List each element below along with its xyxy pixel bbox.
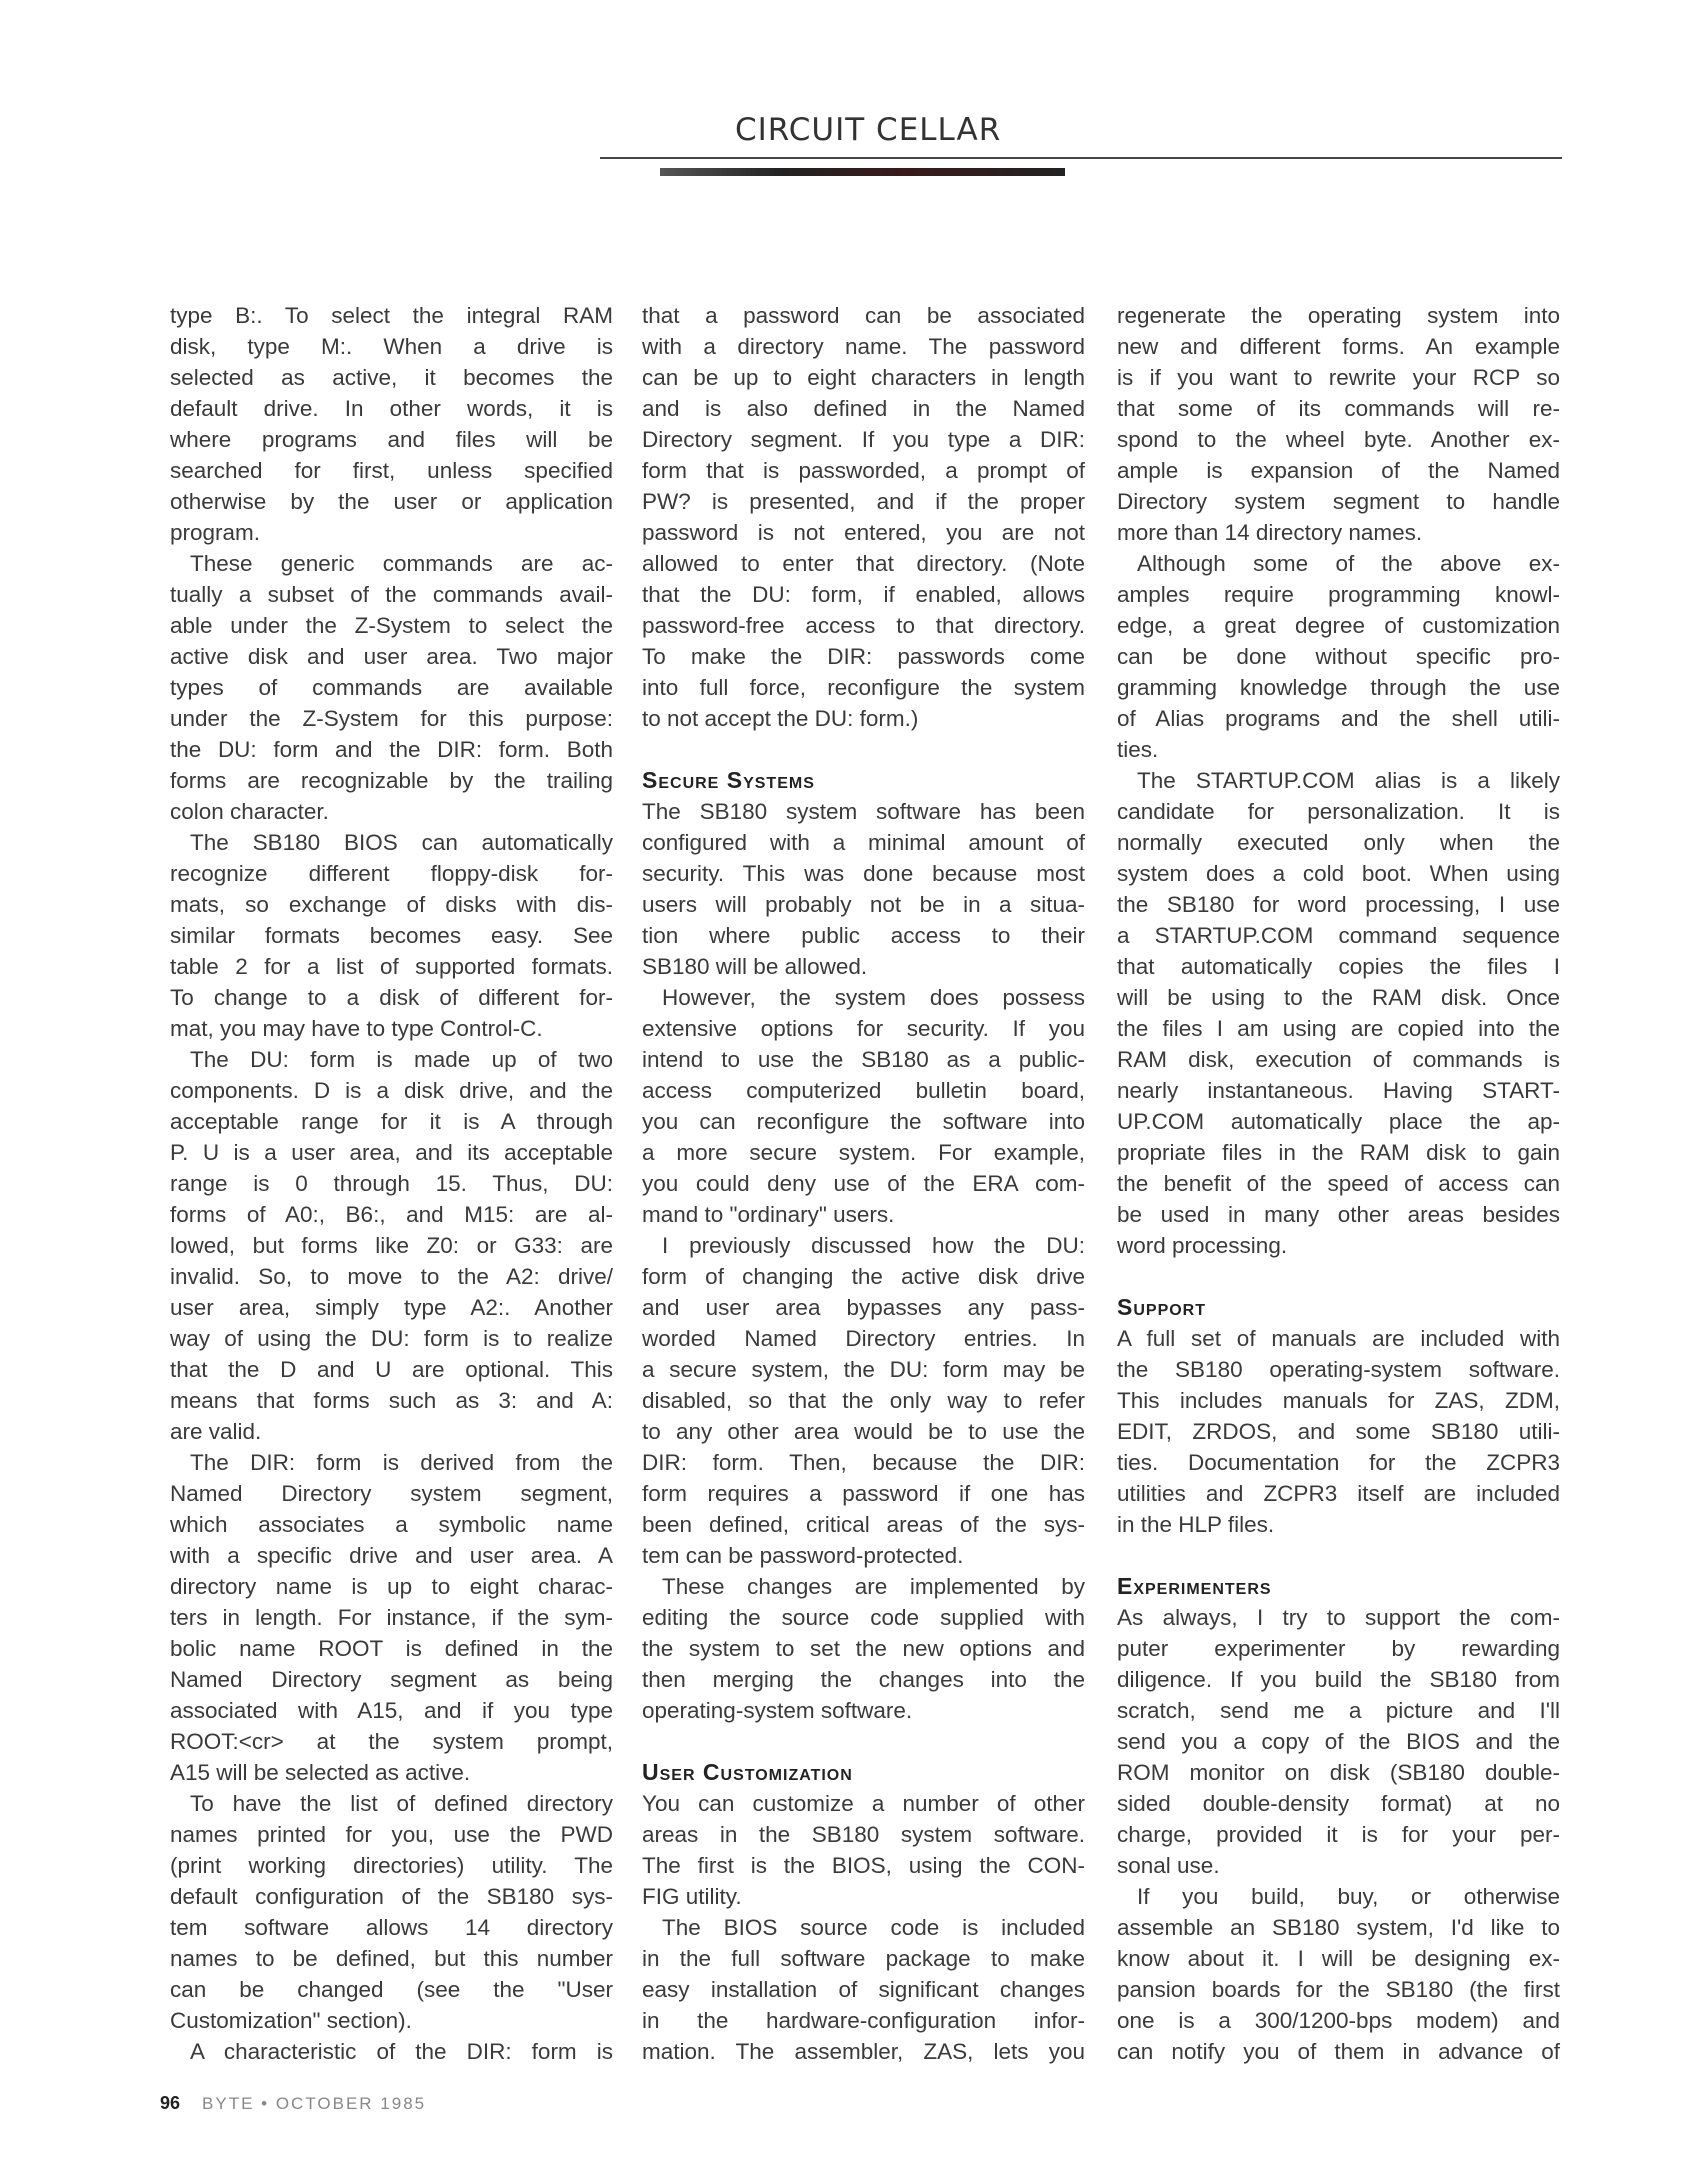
text-line: PW? is presented, and if the proper <box>642 489 1085 514</box>
text-line: mats, so exchange of disks with dis- <box>170 892 613 917</box>
text-line: ties. Documentation for the ZCPR3 <box>1117 1450 1560 1475</box>
text-line: nearly instantaneous. Having START- <box>1117 1078 1560 1103</box>
text-line: bolic name ROOT is defined in the <box>170 1636 613 1661</box>
section-heading: Experimenters <box>1117 1573 1272 1599</box>
text-line: range is 0 through 15. Thus, DU: <box>170 1171 613 1196</box>
text-line: access computerized bulletin board, <box>642 1078 1085 1103</box>
text-line: This includes manuals for ZAS, ZDM, <box>1117 1388 1560 1413</box>
text-line: normally executed only when the <box>1117 830 1560 855</box>
text-line: diligence. If you build the SB180 from <box>1117 1667 1560 1692</box>
text-line: where programs and files will be <box>170 427 613 452</box>
text-line: edge, a great degree of customization <box>1117 613 1560 638</box>
text-line: Named Directory segment as being <box>170 1667 613 1692</box>
text-line: user area, simply type A2:. Another <box>170 1295 613 1320</box>
text-line: be used in many other areas besides <box>1117 1202 1560 1227</box>
magazine-issue: BYTE • OCTOBER 1985 <box>202 2094 427 2113</box>
text-line: sonal use. <box>1117 1853 1220 1878</box>
text-line: configured with a minimal amount of <box>642 830 1085 855</box>
text-line: pansion boards for the SB180 (the first <box>1117 1977 1560 2002</box>
text-line: the DU: form and the DIR: form. Both <box>170 737 613 762</box>
paragraph <box>170 1447 613 1788</box>
text-line: you could deny use of the ERA com- <box>642 1171 1085 1196</box>
header-rule <box>600 157 1562 159</box>
text-line: a STARTUP.COM command sequence <box>1117 923 1560 948</box>
text-line: components. D is a disk drive, and the <box>170 1078 613 1103</box>
text-line: means that forms such as 3: and A: <box>170 1388 613 1413</box>
text-line: word processing. <box>1117 1233 1288 1258</box>
paragraph <box>1117 548 1560 765</box>
text-line: EDIT, ZRDOS, and some SB180 utili- <box>1117 1419 1560 1444</box>
text-line: tion where public access to their <box>642 923 1085 948</box>
text-line: operating-system software. <box>642 1698 913 1723</box>
text-line: FIG utility. <box>642 1884 742 1909</box>
text-line: default drive. In other words, it is <box>170 396 613 421</box>
paragraph <box>642 1788 1085 1912</box>
text-line: can notify you of them in advance of <box>1117 2039 1560 2064</box>
paragraph <box>170 1044 613 1447</box>
text-line: The DU: form is made up of two <box>190 1047 613 1072</box>
text-line: You can customize a number of other <box>642 1791 1085 1816</box>
text-line: directory name is up to eight charac- <box>170 1574 613 1599</box>
paragraph <box>642 982 1085 1230</box>
text-line: regenerate the operating system into <box>1117 303 1560 328</box>
text-line: in the full software package to make <box>642 1946 1085 1971</box>
text-line: charge, provided it is for your per- <box>1117 1822 1560 1847</box>
text-line: otherwise by the user or application <box>170 489 613 514</box>
text-line: that some of its commands will re- <box>1117 396 1560 421</box>
text-line: searched for first, unless specified <box>170 458 613 483</box>
text-line: with a specific drive and user area. A <box>170 1543 613 1568</box>
text-line: ample is expansion of the Named <box>1117 458 1560 483</box>
text-line: tually a subset of the commands avail- <box>170 582 613 607</box>
paragraph <box>1117 1881 1560 2067</box>
paragraph <box>1117 765 1560 1261</box>
text-line: in the hardware-configuration infor- <box>642 2008 1085 2033</box>
text-line: is if you want to rewrite your RCP so <box>1117 365 1560 390</box>
text-line: easy installation of significant changes <box>642 1977 1085 2002</box>
text-line: propriate files in the RAM disk to gain <box>1117 1140 1560 1165</box>
text-line: candidate for personalization. It is <box>1117 799 1560 824</box>
text-line: table 2 for a list of supported formats. <box>170 954 613 979</box>
page-footer <box>160 2093 426 2114</box>
section-heading: User Customization <box>642 1759 853 1785</box>
text-line: extensive options for security. If you <box>642 1016 1085 1041</box>
text-line: intend to use the SB180 as a public- <box>642 1047 1085 1072</box>
text-line: The SB180 BIOS can automatically <box>190 830 613 855</box>
section-heading: Support <box>1117 1294 1207 1320</box>
text-line: worded Named Directory entries. In <box>642 1326 1085 1351</box>
text-line: invalid. So, to move to the A2: drive/ <box>170 1264 613 1289</box>
text-line: the SB180 for word processing, I use <box>1117 892 1560 917</box>
text-line: colon character. <box>170 799 329 824</box>
column-3 <box>1117 300 1560 2067</box>
text-line: A15 will be selected as active. <box>170 1760 471 1785</box>
text-line: security. This was done because most <box>642 861 1085 886</box>
text-line: the SB180 operating-system software. <box>1117 1357 1560 1382</box>
text-line: and is also defined in the Named <box>642 396 1085 421</box>
text-line: can be up to eight characters in length <box>642 365 1085 390</box>
text-line: forms are recognizable by the trailing <box>170 768 613 793</box>
text-line: Named Directory system segment, <box>170 1481 613 1506</box>
text-line: These generic commands are ac- <box>190 551 613 576</box>
running-header: CIRCUIT CELLAR <box>735 112 1002 148</box>
text-line: I previously discussed how the DU: <box>662 1233 1085 1258</box>
text-line: a more secure system. For example, <box>642 1140 1085 1165</box>
text-line: To have the list of defined directory <box>190 1791 613 1816</box>
text-line: that the DU: form, if enabled, allows <box>642 582 1085 607</box>
text-line: tem can be password-protected. <box>642 1543 964 1568</box>
column-2 <box>642 300 1085 2067</box>
text-line: know about it. I will be designing ex- <box>1117 1946 1560 1971</box>
text-line: sided double-density format) at no <box>1117 1791 1560 1816</box>
text-line: disk, type M:. When a drive is <box>170 334 613 359</box>
text-line: names to be defined, but this number <box>170 1946 613 1971</box>
text-line: will be using to the RAM disk. Once <box>1117 985 1560 1010</box>
text-line: more than 14 directory names. <box>1117 520 1423 545</box>
text-line: P. U is a user area, and its acceptable <box>170 1140 613 1165</box>
text-line: To change to a disk of different for- <box>170 985 613 1010</box>
text-line: a secure system, the DU: form may be <box>642 1357 1085 1382</box>
text-line: Customization" section). <box>170 2008 412 2033</box>
text-line: spond to the wheel byte. Another ex- <box>1117 427 1560 452</box>
paragraph <box>642 1571 1085 1726</box>
text-line: which associates a symbolic name <box>170 1512 613 1537</box>
text-line: default configuration of the SB180 sys- <box>170 1884 613 1909</box>
paragraph <box>170 2036 613 2067</box>
text-line: The BIOS source code is included <box>662 1915 1085 1940</box>
paragraph <box>642 1230 1085 1571</box>
text-line: These changes are implemented by <box>662 1574 1085 1599</box>
text-line: active disk and user area. Two major <box>170 644 613 669</box>
text-line: mand to "ordinary" users. <box>642 1202 895 1227</box>
text-line: password is not entered, you are not <box>642 520 1085 545</box>
text-line: ROM monitor on disk (SB180 double- <box>1117 1760 1560 1785</box>
text-line: able under the Z-System to select the <box>170 613 613 638</box>
text-line: DIR: form. Then, because the DIR: <box>642 1450 1085 1475</box>
text-line: recognize different floppy-disk for- <box>170 861 613 886</box>
text-line: puter experimenter by rewarding <box>1117 1636 1560 1661</box>
section-heading: Secure Systems <box>642 767 815 793</box>
text-line: acceptable range for it is A through <box>170 1109 613 1134</box>
text-line: names printed for you, use the PWD <box>170 1822 613 1847</box>
paragraph <box>170 827 613 1044</box>
text-line: can be changed (see the "User <box>170 1977 613 2002</box>
text-line: As always, I try to support the com- <box>1117 1605 1560 1630</box>
text-line: can be done without specific pro- <box>1117 644 1560 669</box>
text-line: into full force, reconfigure the system <box>642 675 1085 700</box>
text-line: gramming knowledge through the use <box>1117 675 1560 700</box>
text-line: assemble an SB180 system, I'd like to <box>1117 1915 1560 1940</box>
text-line: RAM disk, execution of commands is <box>1117 1047 1560 1072</box>
text-line: mation. The assembler, ZAS, lets you <box>642 2039 1085 2064</box>
text-line: allowed to enter that directory. (Note <box>642 551 1085 576</box>
text-line: system does a cold boot. When using <box>1117 861 1560 886</box>
column-1 <box>170 300 613 2067</box>
text-line: then merging the changes into the <box>642 1667 1085 1692</box>
text-line: To make the DIR: passwords come <box>642 644 1085 669</box>
text-line: However, the system does possess <box>662 985 1085 1010</box>
text-line: The STARTUP.COM alias is a likely <box>1137 768 1560 793</box>
text-line: The SB180 system software has been <box>642 799 1085 824</box>
text-line: forms of A0:, B6:, and M15: are al- <box>170 1202 613 1227</box>
text-line: associated with A15, and if you type <box>170 1698 613 1723</box>
text-line: form that is passworded, a prompt of <box>642 458 1085 483</box>
text-line: users will probably not be in a situa- <box>642 892 1085 917</box>
text-line: the system to set the new options and <box>642 1636 1085 1661</box>
text-line: tem software allows 14 directory <box>170 1915 613 1940</box>
text-line: scratch, send me a picture and I'll <box>1117 1698 1560 1723</box>
header-bar <box>660 168 1065 176</box>
text-line: The first is the BIOS, using the CON- <box>642 1853 1085 1878</box>
text-line: selected as active, it becomes the <box>170 365 613 390</box>
text-line: send you a copy of the BIOS and the <box>1117 1729 1560 1754</box>
paragraph <box>1117 1602 1560 1881</box>
text-line: ters in length. For instance, if the sym- <box>170 1605 613 1630</box>
text-line: password-free access to that directory. <box>642 613 1085 638</box>
text-line: Directory segment. If you type a DIR: <box>642 427 1085 452</box>
text-line: types of commands are available <box>170 675 613 700</box>
paragraph <box>170 300 613 548</box>
text-line: mat, you may have to type Control-C. <box>170 1016 543 1041</box>
text-line: Although some of the above ex- <box>1137 551 1560 576</box>
text-line: The DIR: form is derived from the <box>190 1450 613 1475</box>
text-line: utilities and ZCPR3 itself are included <box>1117 1481 1560 1506</box>
text-line: one is a 300/1200-bps modem) and <box>1117 2008 1560 2033</box>
paragraph <box>642 796 1085 982</box>
paragraph <box>1117 300 1560 548</box>
text-line: UP.COM automatically place the ap- <box>1117 1109 1560 1134</box>
text-line: the benefit of the speed of access can <box>1117 1171 1560 1196</box>
text-line: type B:. To select the integral RAM <box>170 303 613 328</box>
text-line: A full set of manuals are included with <box>1117 1326 1560 1351</box>
text-line: of Alias programs and the shell utili- <box>1117 706 1560 731</box>
text-line: (print working directories) utility. The <box>170 1853 613 1878</box>
page-number: 96 <box>160 2093 181 2113</box>
text-line: form requires a password if one has <box>642 1481 1085 1506</box>
text-line: areas in the SB180 system software. <box>642 1822 1085 1847</box>
text-line: program. <box>170 520 261 545</box>
text-line: form of changing the active disk drive <box>642 1264 1085 1289</box>
text-line: amples require programming knowl- <box>1117 582 1560 607</box>
text-line: way of using the DU: form is to realize <box>170 1326 613 1351</box>
text-line: that automatically copies the files I <box>1117 954 1560 979</box>
text-line: editing the source code supplied with <box>642 1605 1085 1630</box>
text-line: Directory system segment to handle <box>1117 489 1560 514</box>
text-line: that the D and U are optional. This <box>170 1357 613 1382</box>
text-line: the files I am using are copied into the <box>1117 1016 1560 1041</box>
text-line: to any other area would be to use the <box>642 1419 1085 1444</box>
text-line: with a directory name. The password <box>642 334 1085 359</box>
text-line: similar formats becomes easy. See <box>170 923 613 948</box>
text-line: A characteristic of the DIR: form is <box>190 2039 613 2064</box>
paragraph <box>170 1788 613 2036</box>
paragraph <box>1117 1323 1560 1540</box>
text-line: ties. <box>1117 737 1159 762</box>
text-line: are valid. <box>170 1419 262 1444</box>
text-line: to not accept the DU: form.) <box>642 706 919 731</box>
paragraph <box>642 1912 1085 2067</box>
paragraph <box>170 548 613 827</box>
text-line: and user area bypasses any pass- <box>642 1295 1085 1320</box>
text-line: you can reconfigure the software into <box>642 1109 1085 1134</box>
text-line: that a password can be associated <box>642 303 1085 328</box>
text-line: under the Z-System for this purpose: <box>170 706 613 731</box>
paragraph <box>642 300 1085 734</box>
text-line: in the HLP files. <box>1117 1512 1275 1537</box>
text-line: disabled, so that the only way to refer <box>642 1388 1085 1413</box>
text-line: ROOT:<cr> at the system prompt, <box>170 1729 613 1754</box>
text-line: been defined, critical areas of the sys- <box>642 1512 1085 1537</box>
text-line: SB180 will be allowed. <box>642 954 868 979</box>
text-line: If you build, buy, or otherwise <box>1137 1884 1560 1909</box>
text-line: lowed, but forms like Z0: or G33: are <box>170 1233 613 1258</box>
text-line: new and different forms. An example <box>1117 334 1560 359</box>
